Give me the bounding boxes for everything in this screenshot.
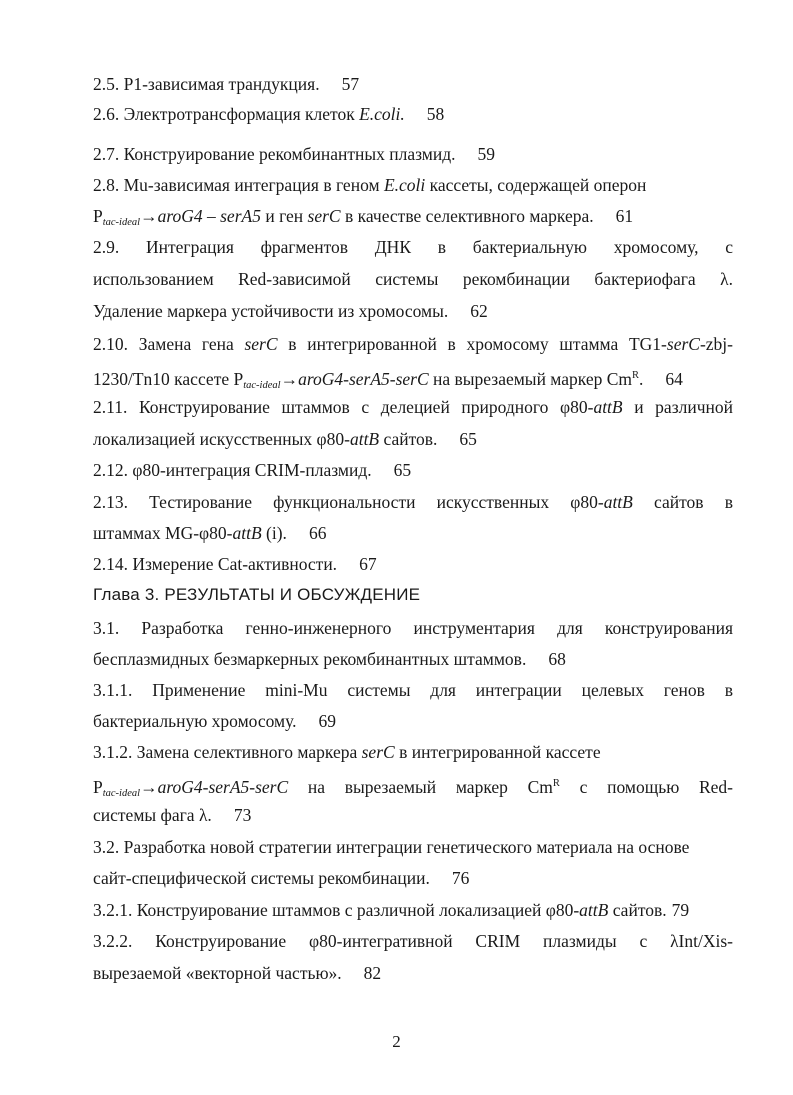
arrow-icon: → <box>280 369 299 389</box>
toc-page-number: 79 <box>671 900 690 920</box>
toc-title-cont: локализацией искусственных φ80- <box>93 429 350 449</box>
toc-page-number: 82 <box>363 963 382 983</box>
promoter-subscript: tac-ideal <box>102 788 141 799</box>
attb-site: attB <box>349 429 380 449</box>
toc-page-number: 76 <box>451 868 470 888</box>
toc-title-cont: и различной <box>622 397 733 417</box>
toc-entry-2-13-line1 <box>93 491 733 513</box>
toc-page-number: 61 <box>615 206 634 226</box>
toc-entry-3-2-line1: 3.2. Разработка новой стратегии интеграции генетического материала на основе <box>93 837 690 857</box>
toc-entry-3-2-1 <box>93 899 733 921</box>
toc-title-cont: (i). <box>261 523 287 543</box>
toc-title: 3.1.2. Замена селективного маркера <box>93 742 362 762</box>
toc-entry-3-2-2-line2 <box>93 962 733 984</box>
toc-entry-3-1-2-line3 <box>93 804 733 826</box>
toc-page-number: 69 <box>318 711 336 731</box>
toc-page-number: 73 <box>233 805 252 825</box>
toc-entry-2-11-line1 <box>93 396 733 418</box>
promoter-label: P <box>233 369 244 389</box>
toc-title-cont: сайтов. <box>608 900 667 920</box>
toc-title: 2.12. φ80-интеграция CRIM-плазмид. <box>93 460 372 480</box>
gene-name: serC <box>666 334 700 354</box>
toc-title-cont: на вырезаемый маркер Cm <box>428 369 633 389</box>
toc-title-cont: штаммах MG-φ80- <box>93 523 233 543</box>
organism-name: E.coli. <box>359 104 405 124</box>
attb-site: attB <box>579 900 609 920</box>
promoter-subscript: tac-ideal <box>243 380 281 391</box>
toc-title-cont: сайтов. <box>379 429 438 449</box>
toc-entry-2-6 <box>93 103 733 125</box>
toc-title-cont: и ген <box>260 206 308 226</box>
promoter-subscript: tac-ideal <box>102 217 141 228</box>
toc-entry-2-9-line3 <box>93 300 733 322</box>
attb-site: attB <box>232 523 262 543</box>
toc-title: 2.14. Измерение Cat-активности. <box>93 554 338 574</box>
gene-name: serC <box>244 334 278 354</box>
arrow-icon: → <box>140 777 158 797</box>
chapter-heading: Глава 3. РЕЗУЛЬТАТЫ И ОБСУЖДЕНИЕ <box>93 585 421 604</box>
toc-title: 2.8. Mu-зависимая интеграция в геном <box>93 175 384 195</box>
toc-page-number: 57 <box>341 74 360 94</box>
toc-entry-2-10-line2: 1230/Tn10 кассете $P_{tac-ideal}\to aroG4-serA5$-serC на вырезаемый маркер $Cm^R$. 64 <box>93 369 683 391</box>
toc-title: 2.10. Замена гена <box>93 334 245 354</box>
toc-entry-2-13-line2 <box>93 522 733 544</box>
toc-title-cont: с помощью Red- <box>559 777 733 797</box>
toc-title: 2.5. P1-зависимая трандукция. <box>93 74 320 94</box>
toc-entry-2-14 <box>93 553 733 575</box>
toc-page-number: 65 <box>393 460 412 480</box>
toc-title: 2.13. Тестирование функциональности искусственных φ80- <box>93 492 604 512</box>
toc-title: 2.11. Конструирование штаммов с делецией природного φ80- <box>93 397 594 417</box>
toc-entry-2-8-line2 <box>93 205 733 234</box>
toc-title-cont: Удаление маркера устойчивости из хромосомы. <box>93 301 449 321</box>
toc-title-cont: -zbj- <box>699 334 733 354</box>
toc-page-number: 59 <box>477 144 496 164</box>
toc-title-cont: 1230/Tn10 кассете <box>93 369 234 389</box>
toc-title-cont: сайтов в <box>632 492 733 512</box>
resistance-superscript: R <box>552 778 560 789</box>
toc-entry-3-2-2-line1: 3.2.2. Конструирование φ80-интегративной CRIM плазмиды с λInt/Xis- <box>93 931 733 951</box>
toc-page-number: 62 <box>470 301 488 321</box>
toc-title-cont: вырезаемой «векторной частью». <box>93 963 342 983</box>
toc-title-cont: на вырезаемый маркер Cm <box>288 777 553 797</box>
toc-entry-3-1-2-line2 <box>93 773 733 805</box>
toc-entry-2-10-line1 <box>93 333 733 355</box>
promoter-label: P <box>93 206 103 226</box>
attb-site: attB <box>593 397 623 417</box>
promoter-label: P <box>93 777 103 797</box>
toc-title: 2.6. Электротрансформация клеток <box>93 104 360 124</box>
attb-site: attB <box>603 492 633 512</box>
toc-entry-2-11-line2 <box>93 428 733 450</box>
toc-entry-2-12 <box>93 459 733 481</box>
toc-entry-3-1-1-line2 <box>93 710 733 732</box>
operon-name: aroG4-serA5-serC <box>157 777 289 797</box>
operon-name: aroG4 – serA5 <box>157 206 261 226</box>
toc-entry-3-1-line2 <box>93 648 733 670</box>
page-number: 2 <box>392 1032 401 1051</box>
toc-title-cont: системы фага λ. <box>93 805 212 825</box>
gene-name: serC <box>307 206 341 226</box>
arrow-icon: → <box>140 206 158 226</box>
toc-page-number: 68 <box>548 649 566 669</box>
toc-page-number: 64 <box>665 369 683 389</box>
toc-title-cont: сайт-специфической системы рекомбинации. <box>93 868 430 888</box>
toc-entry-3-1-line1: 3.1. Разработка генно-инженерного инструментария для конструирования <box>93 618 733 638</box>
toc-title-cont: в интегрированной кассете <box>394 742 601 762</box>
toc-title: 3.2.1. Конструирование штаммов с различной локализацией φ80- <box>93 900 580 920</box>
toc-entry-2-5 <box>93 73 733 95</box>
toc-page-number: 58 <box>426 104 445 124</box>
gene-name: serC <box>361 742 395 762</box>
toc-title-cont: в интегрированной в хромосому штамма TG1- <box>277 334 667 354</box>
toc-entry-3-2-line2 <box>93 867 733 889</box>
toc-entry-2-9-line2: использованием Red-зависимой системы рекомбинации бактериофага λ. <box>93 269 733 289</box>
toc-entry-2-8-line1 <box>93 174 733 196</box>
toc-entry-3-1-1-line1: 3.1.1. Применение mini-Mu системы для интеграции целевых генов в <box>93 680 733 700</box>
resistance-superscript: R <box>632 370 640 381</box>
organism-name: E.coli <box>383 175 426 195</box>
toc-page-number: 67 <box>359 554 377 574</box>
toc-title-cont: кассеты, содержащей оперон <box>425 175 647 195</box>
toc-entry-2-7 <box>93 143 733 165</box>
toc-entry-2-9-line1: 2.9. Интеграция фрагментов ДНК в бактериальную хромосому, с <box>93 237 733 257</box>
toc-entry-3-1-2-line1 <box>93 741 733 763</box>
toc-title-cont: бесплазмидных безмаркерных рекомбинантных штаммов. <box>93 649 527 669</box>
operon-name: aroG4-serA5-serC <box>298 369 429 389</box>
toc-page-number: 66 <box>308 523 327 543</box>
toc-page-number: 65 <box>459 429 477 449</box>
toc-title-cont: бактериальную хромосому. <box>93 711 297 731</box>
toc-title-cont: в качестве селективного маркера. <box>340 206 594 226</box>
toc-title: 2.7. Конструирование рекомбинантных плазмид. <box>93 144 456 164</box>
